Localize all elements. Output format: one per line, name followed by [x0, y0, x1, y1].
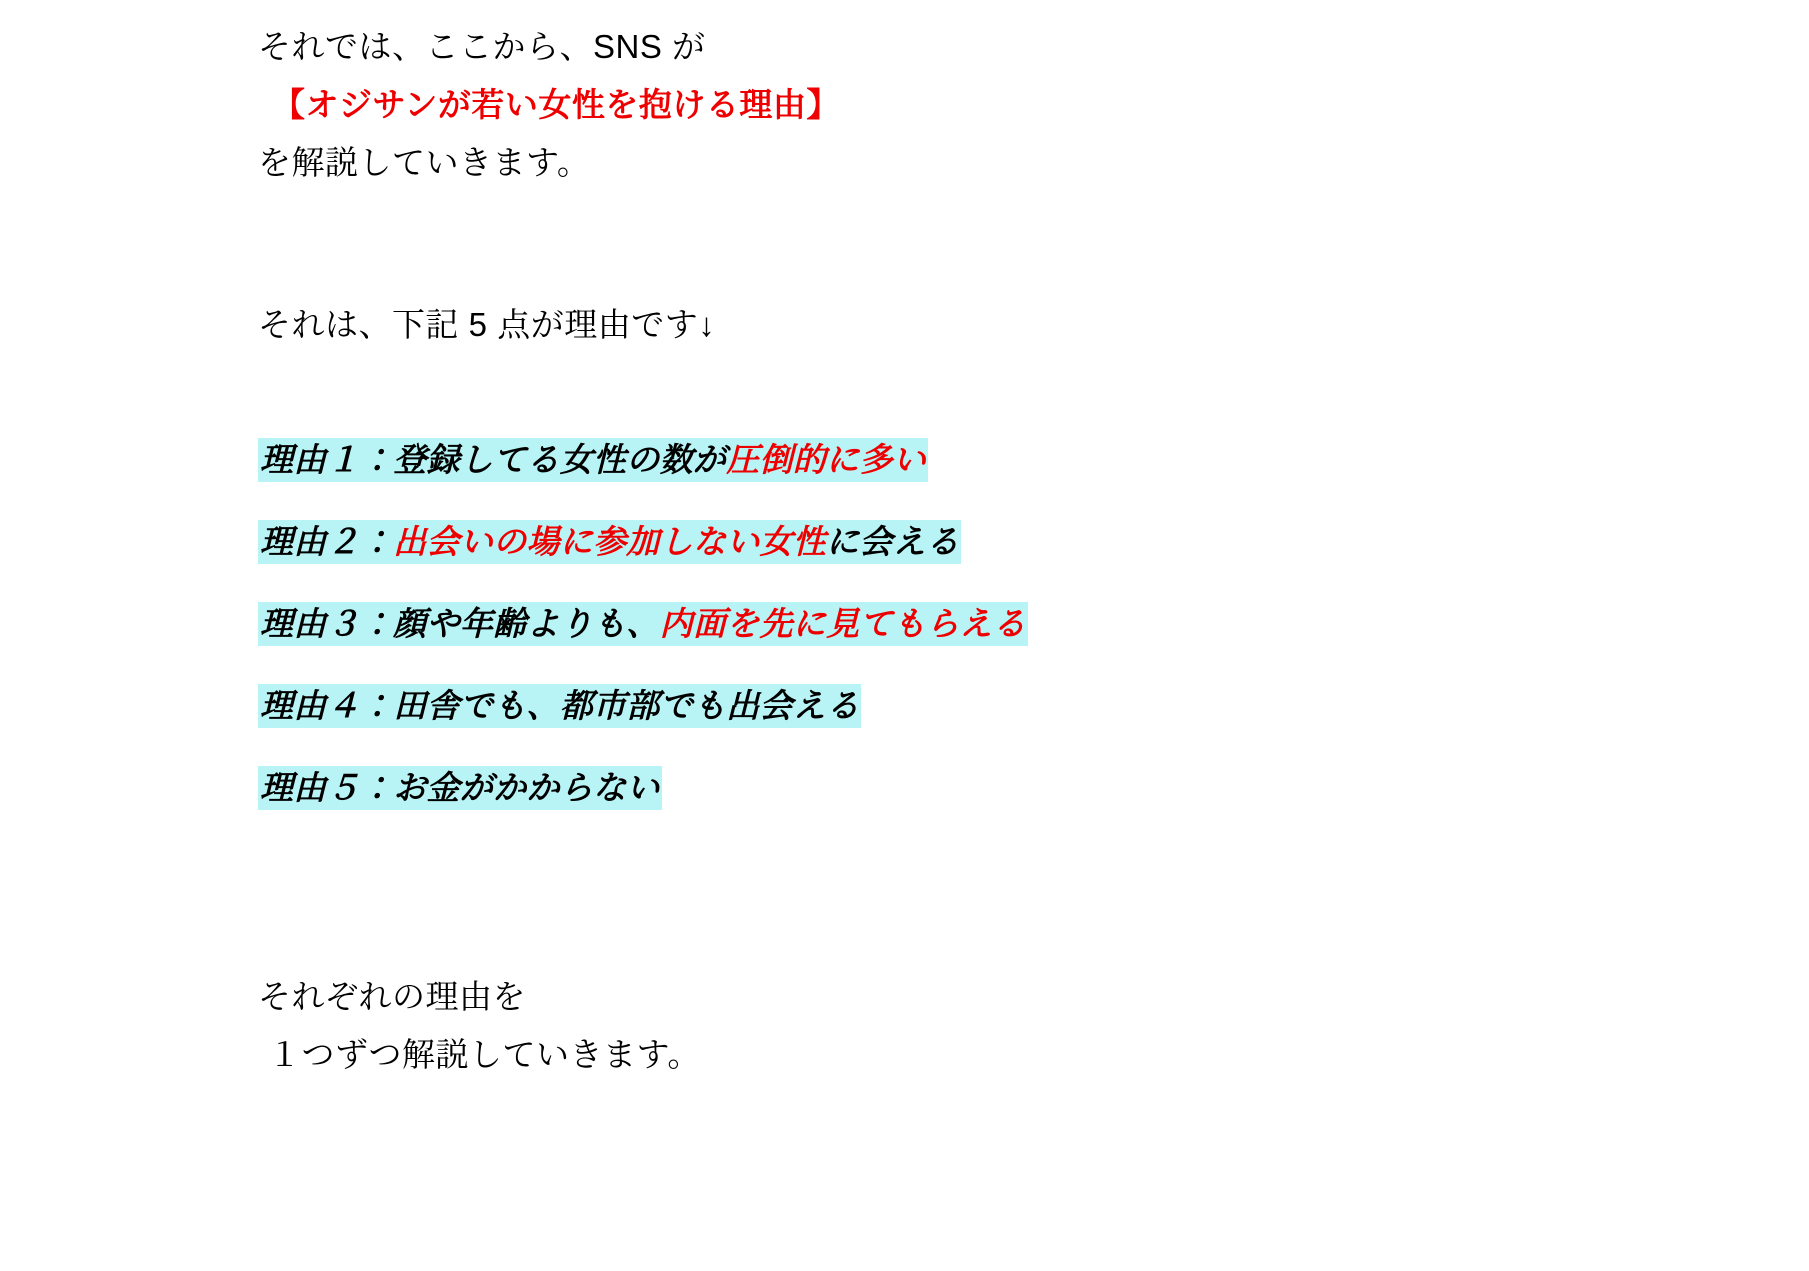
reason-3-prefix: 理由３：顔や年齢よりも、 [260, 605, 660, 642]
reason-item-4 [258, 684, 861, 728]
reason-item-3 [258, 602, 1028, 646]
intro-paragraph [0, 18, 1809, 192]
reason-item-5 [258, 766, 662, 810]
reason-2-prefix: 理由２： [260, 523, 394, 560]
reason-row [258, 766, 1809, 810]
intro-line-2 [258, 76, 1809, 134]
outro-paragraph [0, 968, 1809, 1084]
spacer-after-intro [0, 192, 1809, 296]
lead-paragraph [0, 296, 1809, 354]
reason-row [258, 520, 1809, 564]
outro-line-1: それぞれの理由を [258, 978, 526, 1015]
intro-line-3: を解説していきます。 [258, 144, 591, 181]
reason-list [0, 438, 1809, 810]
intro-line-1: それでは、ここから、SNS が [258, 28, 706, 65]
reason-2-suffix: に会える [826, 523, 960, 560]
reason-item-1 [258, 438, 928, 482]
reason-row [258, 684, 1809, 728]
spacer-after-lead [0, 354, 1809, 438]
lead-line-1: それは、下記 5 点が理由です↓ [258, 306, 716, 343]
reason-2-highlight: 出会いの場に参加しない女性 [393, 523, 827, 560]
reason-5-prefix: 理由５：お金がかからない [260, 769, 660, 806]
reason-1-prefix: 理由１：登録してる女性の数が [260, 441, 727, 478]
reason-row [258, 438, 1809, 482]
reason-row [258, 602, 1809, 646]
spacer-after-reasons [0, 848, 1809, 968]
intro-highlight-text: 【オジサンが若い女性を抱ける理由】 [272, 86, 840, 123]
reason-3-highlight: 内面を先に見てもらえる [659, 605, 1026, 642]
reason-4-prefix: 理由４：田舎でも、都市部でも出会える [260, 687, 860, 724]
reason-1-highlight: 圧倒的に多い [726, 441, 927, 478]
reason-item-2 [258, 520, 961, 564]
outro-line-2: １つずつ解説していきます。 [268, 1036, 701, 1073]
